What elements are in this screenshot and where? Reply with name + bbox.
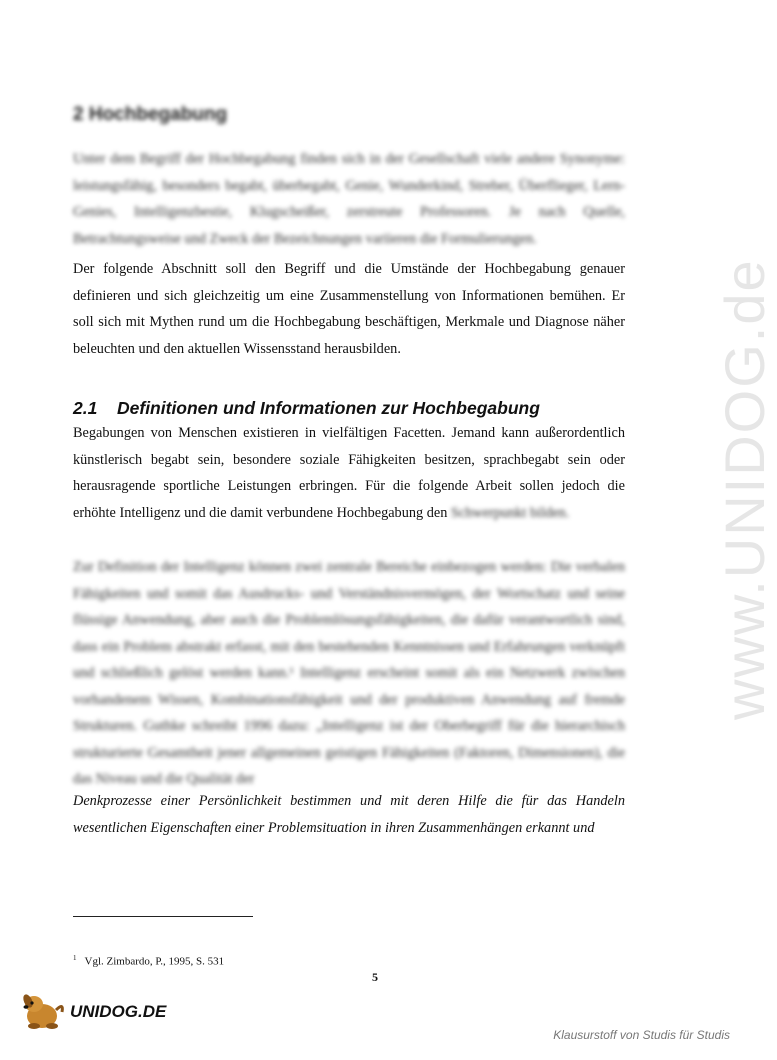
logo-text: UNIDOG.DE — [70, 1002, 167, 1021]
section-paragraph — [73, 420, 625, 526]
page-number: 5 — [372, 970, 378, 984]
footer-tagline: Klausurstoff von Studis für Studis — [553, 1028, 730, 1042]
unidog-logo[interactable] — [18, 992, 167, 1032]
watermark: www.UNIDOG.de — [713, 258, 776, 720]
footnote-marker: 1 — [73, 954, 77, 962]
section-number: 2.1 — [73, 398, 98, 418]
quote-paragraph: Denkprozesse einer Persönlichkeit bestimmen und mit deren Hilfe die für das Handeln wesentlichen Eigenschaften einer Problemsituation in ihren Zusammenhängen erkannt und — [73, 793, 625, 836]
section-paragraph-blurred-end: Schwerpunkt bilden. — [450, 504, 570, 521]
section-heading — [73, 398, 540, 419]
section-title: Definitionen und Informationen zur Hochbegabung — [117, 398, 540, 418]
footnote-text: Vgl. Zimbardo, P., 1995, S. 531 — [84, 955, 225, 968]
chapter-heading: 2 Hochbegabung — [73, 104, 228, 125]
footnote — [73, 954, 224, 968]
footnote-divider — [73, 916, 253, 917]
section-paragraph-text: Begabungen von Menschen existieren in vielfältigen Facetten. Jemand kann außerordentlich künstlerisch begabt sein, besondere soziale Fähigkeiten besitzen, sprachbegabt sein oder herausragende sportliche Leistungen erbringen. Für die folgende Arbeit sollen jedoch die erhöhte Intelligenz und die damit verbundene Hochbegabung den — [73, 425, 625, 521]
chapter-intro: Der folgende Abschnitt soll den Begriff und die Umstände der Hochbegabung genauer definieren und sich gleichzeitig um eine Zusammenstellung von Informationen bemühen. Er soll sich mit Mythen rund um die Hochbegabung beschäftigen, Merkmale und Diagnose näher beleuchten und den aktuellen Wissensstand herausbilden. — [73, 261, 625, 357]
definition-paragraph-blurred: Zur Definition der Intelligenz können zwei zentrale Bereiche einbezogen werden: Die verbalen Fähigkeiten und somit das Ausdrucks- und Verständnisvermögen, der Wortschatz und seine flüssige Anwendung, aber auch die Problemlösungsfähigkeiten, die dafür verantwortlich sind, dass ein Problem abstrakt erfasst, mit den bestehenden Kenntnissen und Erfahrungen verknüpft und schließlich gelöst werden kann.¹ Intelligenz erscheint somit als ein Netzwerk zwischen vorhandenem Wissen, Kombinationsfähigkeit und der produktiven Anwendung auf fremde Strukturen. Guthke schreibt 1996 dazu: „Intelligenz ist der Oberbegriff für die hierarchisch strukturierte Gesamtheit jener allgemeinen geistigen Fähigkeiten (Faktoren, Dimensionen), die das Niveau und die Qualität der — [73, 559, 625, 787]
chapter-intro-blurred: Unter dem Begriff der Hochbegabung finden sich in der Gesellschaft viele andere Synonyme: leistungsfähig, besonders begabt, überbegabt, Genie, Wunderkind, Streber, Überflieger, Lern-Genies, Intelligenzbestie, Klugscheißer, zerstreute Professoren. Je nach Quelle, Betrachtungsweise und Zweck der Bezeichnungen variieren die Formulierungen. — [73, 151, 625, 247]
dog-icon — [18, 992, 68, 1032]
